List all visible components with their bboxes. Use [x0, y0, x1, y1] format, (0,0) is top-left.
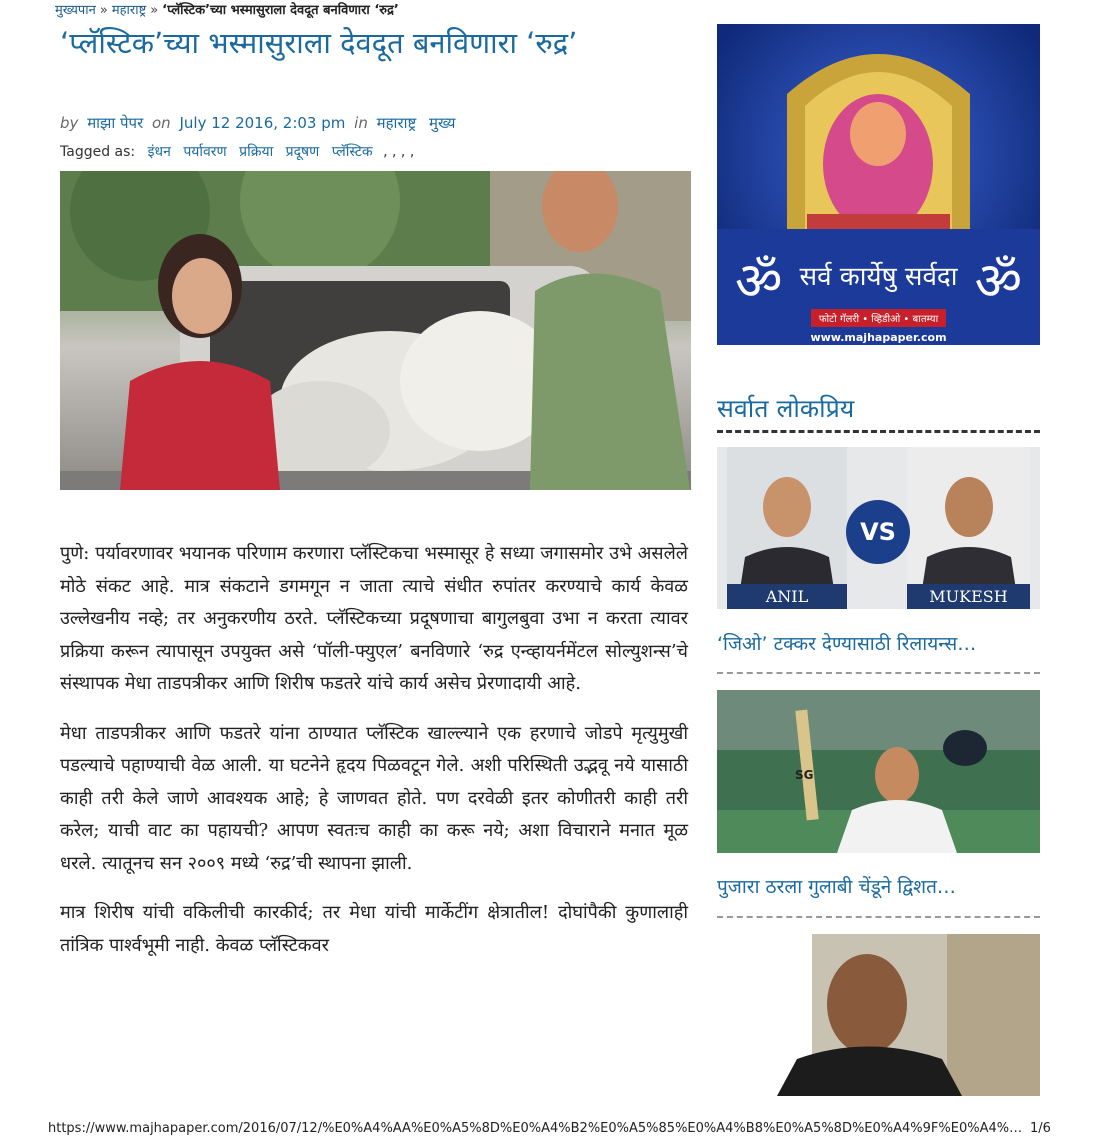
breadcrumb — [55, 0, 399, 18]
page-title: ‘प्लॅस्टिक’च्या भस्मासुराला देवदूत बनविणारा ‘रुद्र’ — [60, 26, 578, 60]
article-paragraph: मेधा ताडपत्रीकर आणि फडतरे यांना ठाण्यात प्लॅस्टिक खाल्ल्याने एक हरणाचे जोडपे मृत्युमुखी पडल्याचे पहाण्याची वेळ आली. या घटनेने हृदय पिळवटून गेले. अशी परिस्थिती उद्भवू नये यासाठी काही तरी केले जाणे आवश्यक आहे; हे जाणवत होते. पण दरवेळी इतर कोणीतरी काही तरी करेल; याची वाट का पहायची? आपण स्वतःच काही का करू नये; अशा विचाराने मनात मूळ धरले. त्यातूनच सन २००९ मध्ये ‘रुद्र’ची स्थापना झाली. — [60, 722, 689, 874]
om-icon: ॐ — [974, 252, 1022, 312]
footer-url: https://www.majhapaper.com/2016/07/12/%E0%A4%AA%E0%A5%8D%E0%A4%B2%E0%A5%85%E0%A4%B8%E0%A5%8D%E0%A4%9F%E0%A4%… — [48, 1121, 1023, 1136]
footer-page-number: 1/6 — [1030, 1121, 1051, 1136]
anil-label: ANIL — [765, 587, 809, 606]
tag-link[interactable]: पर्यावरण — [183, 144, 227, 160]
popular-card-image-1[interactable] — [717, 447, 1040, 609]
mukesh-label: MUKESH — [929, 587, 1008, 606]
in-label: in — [354, 114, 368, 132]
breadcrumb-category-link[interactable]: महाराष्ट्र — [111, 3, 147, 18]
popular-card-caption-2[interactable]: पुजारा ठरला गुलाबी चेंडूने द्विशत… — [717, 876, 956, 898]
tag-link[interactable]: प्रक्रिया — [239, 144, 274, 160]
hero-illustration — [60, 171, 691, 490]
article-paragraph: पुणे: पर्यावरणावर भयानक परिणाम करणारा प्लॅस्टिकचा भस्मासूर हे सध्या जगासमोर उभे असलेले मोठे संकट आहे. मात्र संकटाने डगमगून न जाता त्याचे संधीत रुपांतर करण्याचे कार्य केवळ उल्लेखनीय नव्हे; तर अनुकरणीय ठरते. प्लॅस्टिकच्या प्रदूषणाचा बागुलबुवा उभा न करता त्यावर प्रक्रिया करून त्यापासून उपयुक्त असे ‘पॉली-फ्युएल’ बनविणारे ‘रुद्र एन्व्हायर्नमेंटल सोल्युशन्स’चे संस्थापक मेधा ताडपत्रीकर आणि शिरीष फडतरे यांचे कार्य असेच प्रेरणादायी आहे. — [60, 543, 688, 694]
breadcrumb-home-link[interactable]: मुख्यपान — [55, 3, 96, 18]
popular-card-image-2[interactable] — [717, 690, 1040, 853]
breadcrumb-current: ‘प्लॅस्टिक’च्या भस्मासुराला देवदूत बनविणारा ‘रुद्र’ — [162, 3, 399, 18]
om-icon: ॐ — [735, 252, 783, 312]
breadcrumb-separator: » — [150, 3, 159, 18]
author-link[interactable]: माझा पेपर — [87, 114, 144, 132]
cricketer-illustration — [717, 690, 1040, 853]
by-label: by — [60, 114, 79, 132]
card-divider — [717, 672, 1040, 674]
card-divider — [717, 916, 1040, 918]
tagged-label: Tagged as: — [60, 144, 136, 160]
article-meta — [60, 113, 459, 133]
ad-subline: फोटो गॅलरी • व्हिडीओ • बातम्या — [811, 309, 946, 327]
article-body — [60, 538, 688, 979]
popular-card-image-3[interactable] — [717, 934, 1040, 1096]
article-hero-photo — [60, 171, 691, 490]
section-divider — [717, 430, 1040, 433]
article-tags — [60, 142, 414, 161]
bat-mark: SG — [795, 768, 814, 782]
popular-card-caption-1[interactable]: ‘जिओ’ टक्कर देण्यासाठी रिलायन्स… — [717, 633, 977, 655]
tag-link[interactable]: प्रदूषण — [285, 144, 320, 160]
category-link-maharashtra[interactable]: महाराष्ट्र — [376, 114, 417, 132]
popular-section-title: सर्वात लोकप्रिय — [717, 394, 855, 423]
on-label: on — [152, 114, 171, 132]
breadcrumb-separator: » — [99, 3, 108, 18]
article-paragraph: मात्र शिरीष यांची वकिलीची कारकीर्द; तर मेधा यांची मार्केटींग क्षेत्रातील! दोघांपैकी कुणालाही तांत्रिक पार्श्वभूमी नाही. केवळ प्लॅस्टिकवर — [60, 902, 688, 956]
ad-greeting: सर्व कार्येषु सर्वदा — [799, 262, 958, 292]
vs-label: VS — [860, 518, 896, 546]
tags-trailing-commas: , , , , — [383, 144, 415, 160]
ad-site: www.majhapaper.com — [810, 331, 947, 344]
tag-link[interactable]: इंधन — [147, 144, 171, 160]
ganesh-ad-banner[interactable] — [717, 24, 1040, 345]
date-link[interactable]: July 12 2016, 2:03 pm — [179, 114, 346, 132]
category-link-mukhya[interactable]: मुख्य — [429, 114, 456, 132]
man-portrait-illustration — [717, 934, 1040, 1096]
tag-link[interactable]: प्लॅस्टिक — [331, 144, 373, 160]
